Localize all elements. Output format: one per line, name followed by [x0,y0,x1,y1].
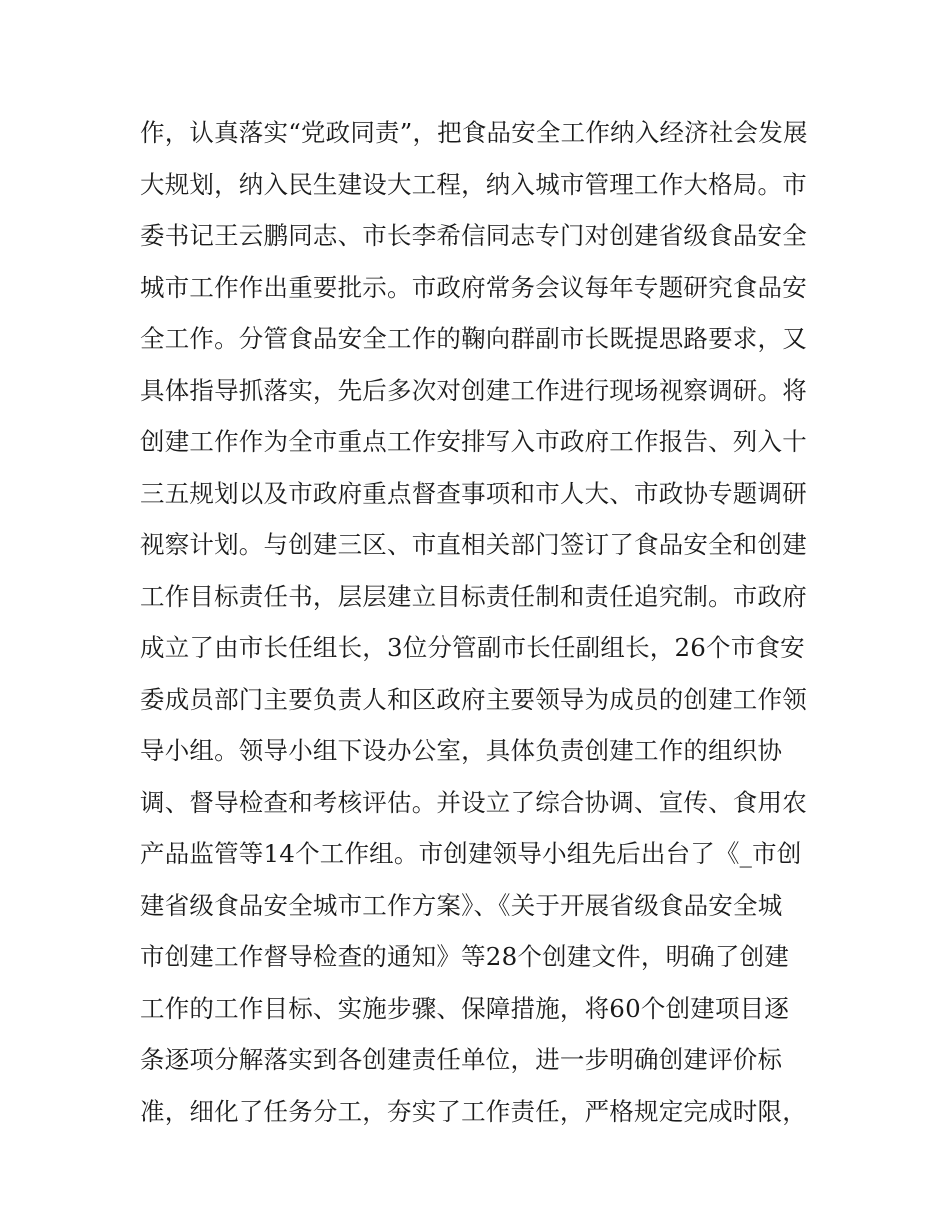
text-line: 创建工作作为全市重点工作安排写入市政府工作报告、列入十 [140,427,807,456]
body-text [140,107,830,1137]
text-line: 大规划，纳入民生建设大工程，纳入城市管理工作大格局。市 [140,169,807,199]
text-line: 工作的工作目标、实施步骤、保障措施，将60个创建项目逐 [140,993,790,1023]
text-line: 城市工作作出重要批示。市政府常务会议每年专题研究食品安 [140,272,807,302]
text-line: 条逐项分解落实到各创建责任单位，进一步明确创建评价标 [140,1045,783,1074]
text-line: 产品监管等14个工作组。市创建领导小组先后出台了《_市创 [140,839,802,868]
text-line: 委书记王云鹏同志、市长李希信同志专门对创建省级食品安全 [140,221,807,250]
text-line: 成立了由市长任组长，3位分管副市长任副组长，26个市食安 [140,633,805,662]
text-line: 委成员部门主要负责人和区政府主要领导为成员的创建工作领 [140,684,807,714]
text-line: 市创建工作督导检查的通知》等28个创建文件，明确了创建 [140,942,790,971]
text-line: 具体指导抓落实，先后多次对创建工作进行现场视察调研。将 [140,375,807,405]
text-line: 全工作。分管食品安全工作的鞠向群副市长既提思路要求，又 [140,324,807,353]
text-line: 作，认真落实“党政同责”，把食品安全工作纳入经济社会发展 [140,118,808,147]
text-line: 导小组。领导小组下设办公室，具体负责创建工作的组织协 [140,736,783,765]
text-line: 视察计划。与创建三区、市直相关部门签订了食品安全和创建 [140,530,807,559]
text-line: 三五规划以及市政府重点督查事项和市人大、市政协专题调研 [140,478,807,508]
text-line: 工作目标责任书，层层建立目标责任制和责任追究制。市政府 [140,581,807,611]
text-line: 建省级食品安全城市工作方案》、《关于开展省级食品安全城 [140,890,783,920]
text-line: 准，细化了任务分工，夯实了工作责任，严格规定完成时限， [140,1096,807,1126]
text-line: 调、督导检查和考核评估。并设立了综合协调、宣传、食用农 [140,787,807,817]
